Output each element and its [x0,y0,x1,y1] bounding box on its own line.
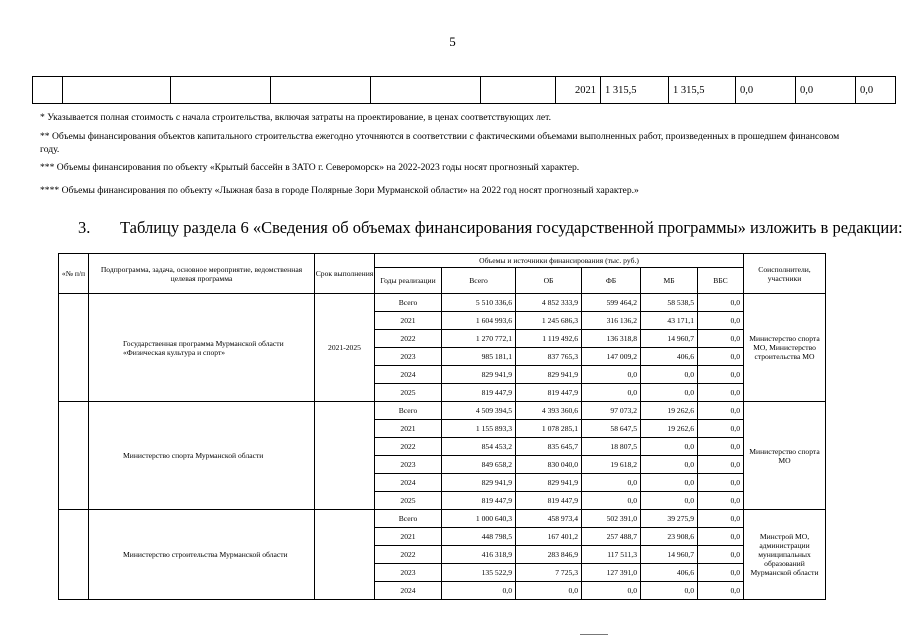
year-cell: 2022 [375,546,442,564]
value-cell: 0,0 [582,474,641,492]
value-cell: 1 155 893,3 [442,420,516,438]
year-cell: 2021 [375,528,442,546]
value-cell: 0,0 [698,582,744,600]
value-cell: 117 511,3 [582,546,641,564]
value-cell: 819 447,9 [442,492,516,510]
term-cell [315,402,375,510]
value-cell: 0,0 [698,294,744,312]
value-cell: 1 270 772,1 [442,330,516,348]
value-cell: 448 798,5 [442,528,516,546]
table-row [59,294,826,312]
value-cell: 0,0 [582,366,641,384]
section-number: 3. [78,218,91,237]
footnote-2: ** Объемы финансирования объектов капитального строительства ежегодно уточняются в соответствии с фактическими объемами выполненных работ, произведенных в прошедшем финансовом году. [40,131,840,155]
value-cell: 0,0 [698,456,744,474]
value-cell: 819 447,9 [516,384,582,402]
value-cell: 23 908,6 [641,528,698,546]
year-cell: Всего [375,294,442,312]
funding-table [58,253,826,600]
program-name-cell: Государственная программа Мурманской области «Физическая культура и спорт» [89,294,315,402]
value-cell: 0,0 [442,582,516,600]
header-funding: Объемы и источники финансирования (тыс. руб.) [375,254,744,268]
value-cell: 0,0 [698,420,744,438]
row-number-cell [59,294,89,402]
value-cell: 0,0 [736,77,796,104]
value-cell: 985 181,1 [442,348,516,366]
value-cell: 19 262,6 [641,420,698,438]
value-cell: 1 315,5 [669,77,736,104]
value-cell: 283 846,9 [516,546,582,564]
value-cell: 19 262,6 [641,402,698,420]
table-row [59,510,826,528]
year-cell: 2023 [375,348,442,366]
value-cell: 0,0 [796,77,856,104]
value-cell: 19 618,2 [582,456,641,474]
value-cell: 5 510 336,6 [442,294,516,312]
header-years: Годы реализации [375,268,442,294]
year-cell: Всего [375,402,442,420]
value-cell: 316 136,2 [582,312,641,330]
year-cell: 2023 [375,564,442,582]
value-cell: 1 000 640,3 [442,510,516,528]
header-vbs: ВБС [698,268,744,294]
value-cell: 0,0 [641,438,698,456]
page-divider [580,634,608,635]
value-cell: 819 447,9 [442,384,516,402]
value-cell: 135 522,9 [442,564,516,582]
value-cell: 406,6 [641,564,698,582]
value-cell: 1 604 993,6 [442,312,516,330]
value-cell: 599 464,2 [582,294,641,312]
header-participants: Соисполнители, участники [744,254,826,294]
header-mb: МБ [641,268,698,294]
year-cell: 2022 [375,438,442,456]
year-cell: 2024 [375,474,442,492]
value-cell: 406,6 [641,348,698,366]
value-cell: 0,0 [641,474,698,492]
header-program: Подпрограмма, задача, основное мероприятие, ведомственная целевая программа [89,254,315,294]
value-cell: 18 807,5 [582,438,641,456]
header-fb: ФБ [582,268,641,294]
value-cell: 1 315,5 [601,77,669,104]
value-cell: 4 852 333,9 [516,294,582,312]
value-cell: 0,0 [698,384,744,402]
year-cell: 2025 [375,384,442,402]
year-cell: 2021 [375,420,442,438]
page-number: 5 [449,34,456,49]
year-cell: 2021 [556,77,601,104]
value-cell: 58 647,5 [582,420,641,438]
footnote-1: * Указывается полная стоимость с начала строительства, включая затраты на проектирование, в ценах соответствующих лет. [40,112,552,123]
value-cell: 830 040,0 [516,456,582,474]
value-cell: 849 658,2 [442,456,516,474]
value-cell: 0,0 [698,330,744,348]
value-cell: 0,0 [582,492,641,510]
row-number-cell [59,510,89,600]
value-cell: 0,0 [698,492,744,510]
value-cell: 0,0 [582,384,641,402]
header-total: Всего [442,268,516,294]
value-cell: 0,0 [856,77,896,104]
value-cell: 167 401,2 [516,528,582,546]
value-cell: 0,0 [641,582,698,600]
value-cell: 58 538,5 [641,294,698,312]
value-cell: 147 009,2 [582,348,641,366]
value-cell: 7 725,3 [516,564,582,582]
value-cell: 4 509 394,5 [442,402,516,420]
value-cell: 0,0 [698,528,744,546]
year-cell: 2024 [375,582,442,600]
value-cell: 136 318,8 [582,330,641,348]
footnote-3: *** Объемы финансирования по объекту «Крытый бассейн в ЗАТО г. Североморск» на 2022-2023 годы носят прогнозный характер. [40,162,580,173]
value-cell: 14 960,7 [641,330,698,348]
value-cell: 0,0 [698,348,744,366]
value-cell: 0,0 [582,582,641,600]
value-cell: 0,0 [698,438,744,456]
value-cell: 0,0 [698,312,744,330]
table-header-row [59,254,826,268]
value-cell: 416 318,9 [442,546,516,564]
table-row [33,77,896,104]
value-cell: 39 275,9 [641,510,698,528]
footnote-4: **** Объемы финансирования по объекту «Лыжная база в городе Полярные Зори Мурманской области» на 2022 год носят прогнозный характер.» [40,185,639,196]
table-row [59,402,826,420]
value-cell: 97 073,2 [582,402,641,420]
value-cell: 0,0 [698,510,744,528]
value-cell: 829 941,9 [442,474,516,492]
value-cell: 14 960,7 [641,546,698,564]
participants-cell: Министерство спорта МО [744,402,826,510]
header-term: Срок выполнения [315,254,375,294]
term-cell [315,510,375,600]
value-cell: 0,0 [641,456,698,474]
value-cell: 835 645,7 [516,438,582,456]
participants-cell: Министерство спорта МО, Министерство строительства МО [744,294,826,402]
value-cell: 829 941,9 [442,366,516,384]
header-ob: ОБ [516,268,582,294]
year-cell: 2022 [375,330,442,348]
value-cell: 0,0 [641,366,698,384]
value-cell: 4 393 360,6 [516,402,582,420]
value-cell: 0,0 [698,474,744,492]
program-name-cell: Министерство строительства Мурманской области [89,510,315,600]
section-text: Таблицу раздела 6 «Сведения об объемах финансирования государственной программы» изложить в редакции: [120,218,903,237]
value-cell: 458 973,4 [516,510,582,528]
value-cell: 0,0 [641,492,698,510]
value-cell: 43 171,1 [641,312,698,330]
value-cell: 257 488,7 [582,528,641,546]
year-cell: 2024 [375,366,442,384]
value-cell: 0,0 [698,564,744,582]
row-number-cell [59,402,89,510]
value-cell: 829 941,9 [516,474,582,492]
value-cell: 1 119 492,6 [516,330,582,348]
value-cell: 837 765,3 [516,348,582,366]
value-cell: 0,0 [698,546,744,564]
participants-cell: Минстрой МО, администрации муниципальных образований Мурманской области [744,510,826,600]
value-cell: 0,0 [641,384,698,402]
value-cell: 1 245 686,3 [516,312,582,330]
year-cell: Всего [375,510,442,528]
table-body [59,294,826,600]
value-cell: 1 078 285,1 [516,420,582,438]
value-cell: 819 447,9 [516,492,582,510]
value-cell: 0,0 [516,582,582,600]
value-cell: 0,0 [698,402,744,420]
value-cell: 854 453,2 [442,438,516,456]
year-cell: 2023 [375,456,442,474]
term-cell: 2021-2025 [315,294,375,402]
program-name-cell: Министерство спорта Мурманской области [89,402,315,510]
continued-table-row [32,76,896,104]
year-cell: 2021 [375,312,442,330]
value-cell: 829 941,9 [516,366,582,384]
value-cell: 502 391,0 [582,510,641,528]
year-cell: 2025 [375,492,442,510]
header-num: «№ п/п [59,254,89,294]
value-cell: 0,0 [698,366,744,384]
value-cell: 127 391,0 [582,564,641,582]
